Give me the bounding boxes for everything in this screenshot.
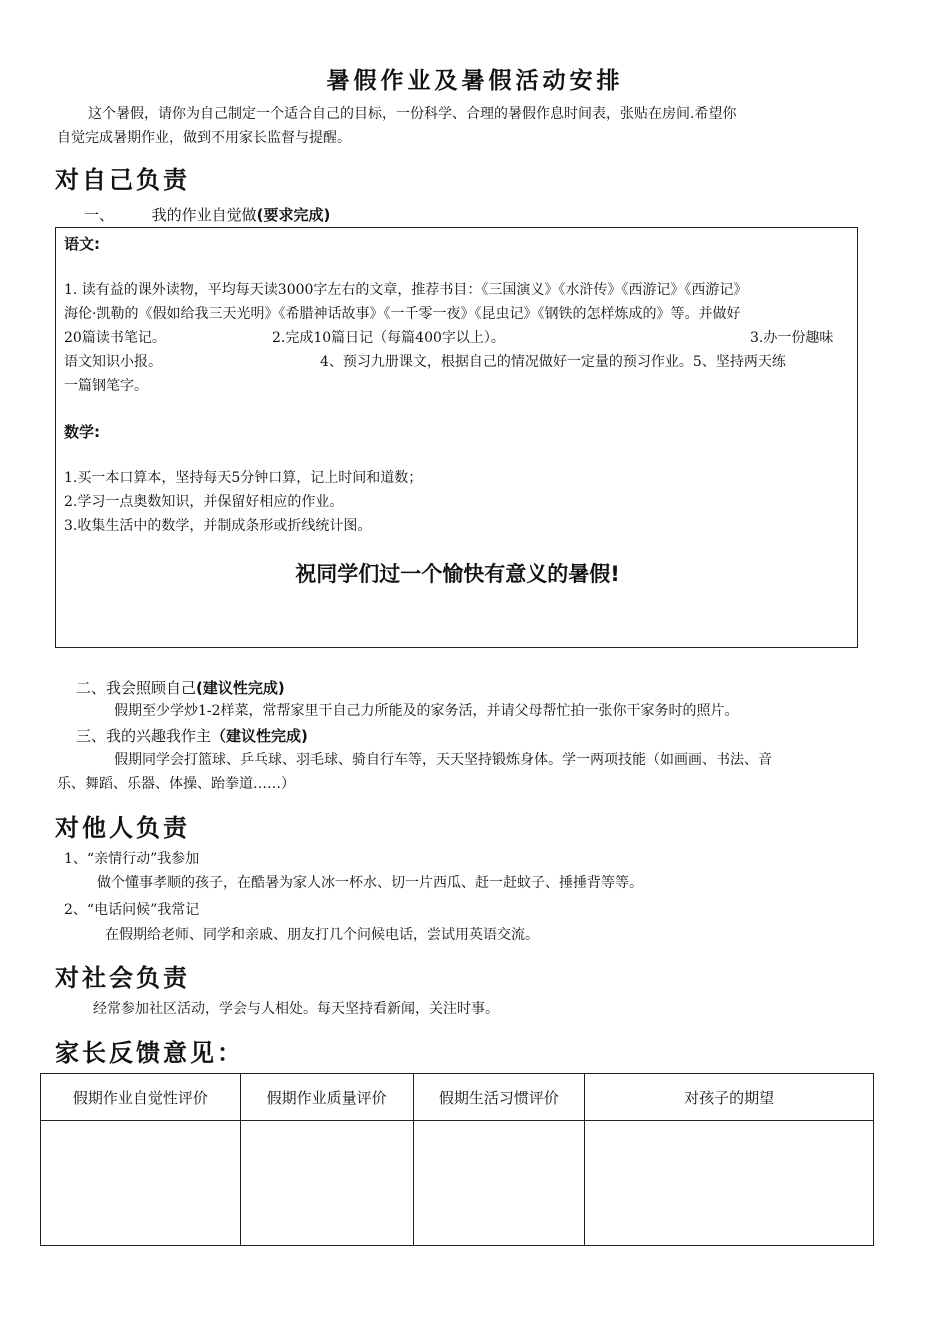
others-item-1-text: 做个懂事孝顺的孩子，在酷暑为家人冰一杯水、切一片西瓜、赶一赶蚊子、捶捶背等等。 [97,875,643,891]
feedback-header-row [41,1074,874,1121]
intro-line-1: 这个暑假，请你为自己制定一个适合自己的目标，一份科学、合理的暑假作息时间表，张贴在房间.希望你 [88,106,737,122]
homework-requirement-note: (要求完成) [256,206,331,224]
feedback-cell-self-discipline[interactable] [41,1121,241,1246]
page-title: 暑假作业及暑假活动安排 [326,68,624,94]
chinese-item-diary: 2.完成10篇日记（每篇400字以上）。 [272,330,505,346]
others-item-2-text: 在假期给老师、同学和亲戚、朋友打几个问候电话，尝试用英语交流。 [105,927,539,943]
chinese-item-notes: 20篇读书笔记。 [64,330,166,346]
feedback-table [40,1073,874,1246]
feedback-input-row [41,1121,874,1246]
selfcare-subheading [76,677,285,698]
chinese-line-5: 一篇钢笔字。 [64,378,148,394]
math-line-2: 2.学习一点奥数知识，并保留好相应的作业。 [64,494,344,510]
selfcare-text: 假期至少学炒1-2样菜，常帮家里干自己力所能及的家务活，并请父母帮忙拍一张你干家务时的照片。 [114,703,739,719]
selfcare-note: (建议性完成) [196,679,285,697]
interest-line-2: 乐、舞蹈、乐器、体操、跆拳道……） [57,776,295,792]
section-heading-others: 对他人负责 [55,814,190,842]
homework-number: 一、 [84,206,115,224]
feedback-cell-habits[interactable] [413,1121,585,1246]
feedback-col-expectation: 对孩子的期望 [585,1074,874,1121]
chinese-line-1: 1. 读有益的课外读物，平均每天读3000字左右的文章，推荐书目：《三国演义》《水浒传》《西游记》《西游记》 [64,282,748,298]
feedback-col-quality: 假期作业质量评价 [240,1074,413,1121]
intro-line-2: 自觉完成暑期作业，做到不用家长监督与提醒。 [57,130,351,146]
math-label: 数学: [64,423,100,441]
feedback-cell-quality[interactable] [240,1121,413,1246]
homework-subheading [84,204,330,225]
chinese-line-4 [64,350,852,374]
chinese-item-preview: 4、预习九册课文，根据自己的情况做好一定量的预习作业。5、坚持两天练 [320,354,786,370]
chinese-item-newspaper-cont: 语文知识小报。 [64,354,162,370]
interest-line-1: 假期同学会打篮球、乒乓球、羽毛球、骑自行车等，天天坚持锻炼身体。学一两项技能（如画画、书法、音 [114,752,772,768]
chinese-label: 语文: [64,235,100,253]
feedback-heading: 家长反馈意见： [55,1039,244,1067]
homework-box [55,227,858,648]
interest-title: 三、我的兴趣我作主 [76,727,212,745]
math-line-3: 3.收集生活中的数学，并制成条形或折线统计图。 [64,518,372,534]
chinese-item-newspaper: 3.办一份趣味 [750,330,834,346]
feedback-cell-expectation[interactable] [585,1121,874,1246]
feedback-col-self-discipline: 假期作业自觉性评价 [41,1074,241,1121]
section-heading-self: 对自己负责 [55,166,190,194]
interest-subheading [76,725,308,746]
homework-content [64,232,852,538]
section-heading-society: 对社会负责 [55,964,190,992]
holiday-wish: 祝同学们过一个愉快有意义的暑假! [295,562,620,586]
homework-title: 我的作业自觉做 [151,206,257,224]
society-text: 经常参加社区活动，学会与人相处。每天坚持看新闻，关注时事。 [93,1001,499,1017]
feedback-col-habits: 假期生活习惯评价 [413,1074,585,1121]
chinese-line-2: 海伦·凯勒的《假如给我三天光明》《希腊神话故事》《一千零一夜》《昆虫记》《钢铁的怎样炼成的》等。并做好 [64,306,741,322]
others-item-1-title: 1、“亲情行动”我参加 [64,851,200,867]
others-item-2-title: 2、“电话问候”我常记 [64,902,200,918]
interest-note: （建议性完成) [211,727,308,745]
math-line-1: 1.买一本口算本，坚持每天5分钟口算，记上时间和道数； [64,470,423,486]
chinese-line-3 [64,326,852,350]
selfcare-title: 二、我会照顾自己 [76,679,197,697]
